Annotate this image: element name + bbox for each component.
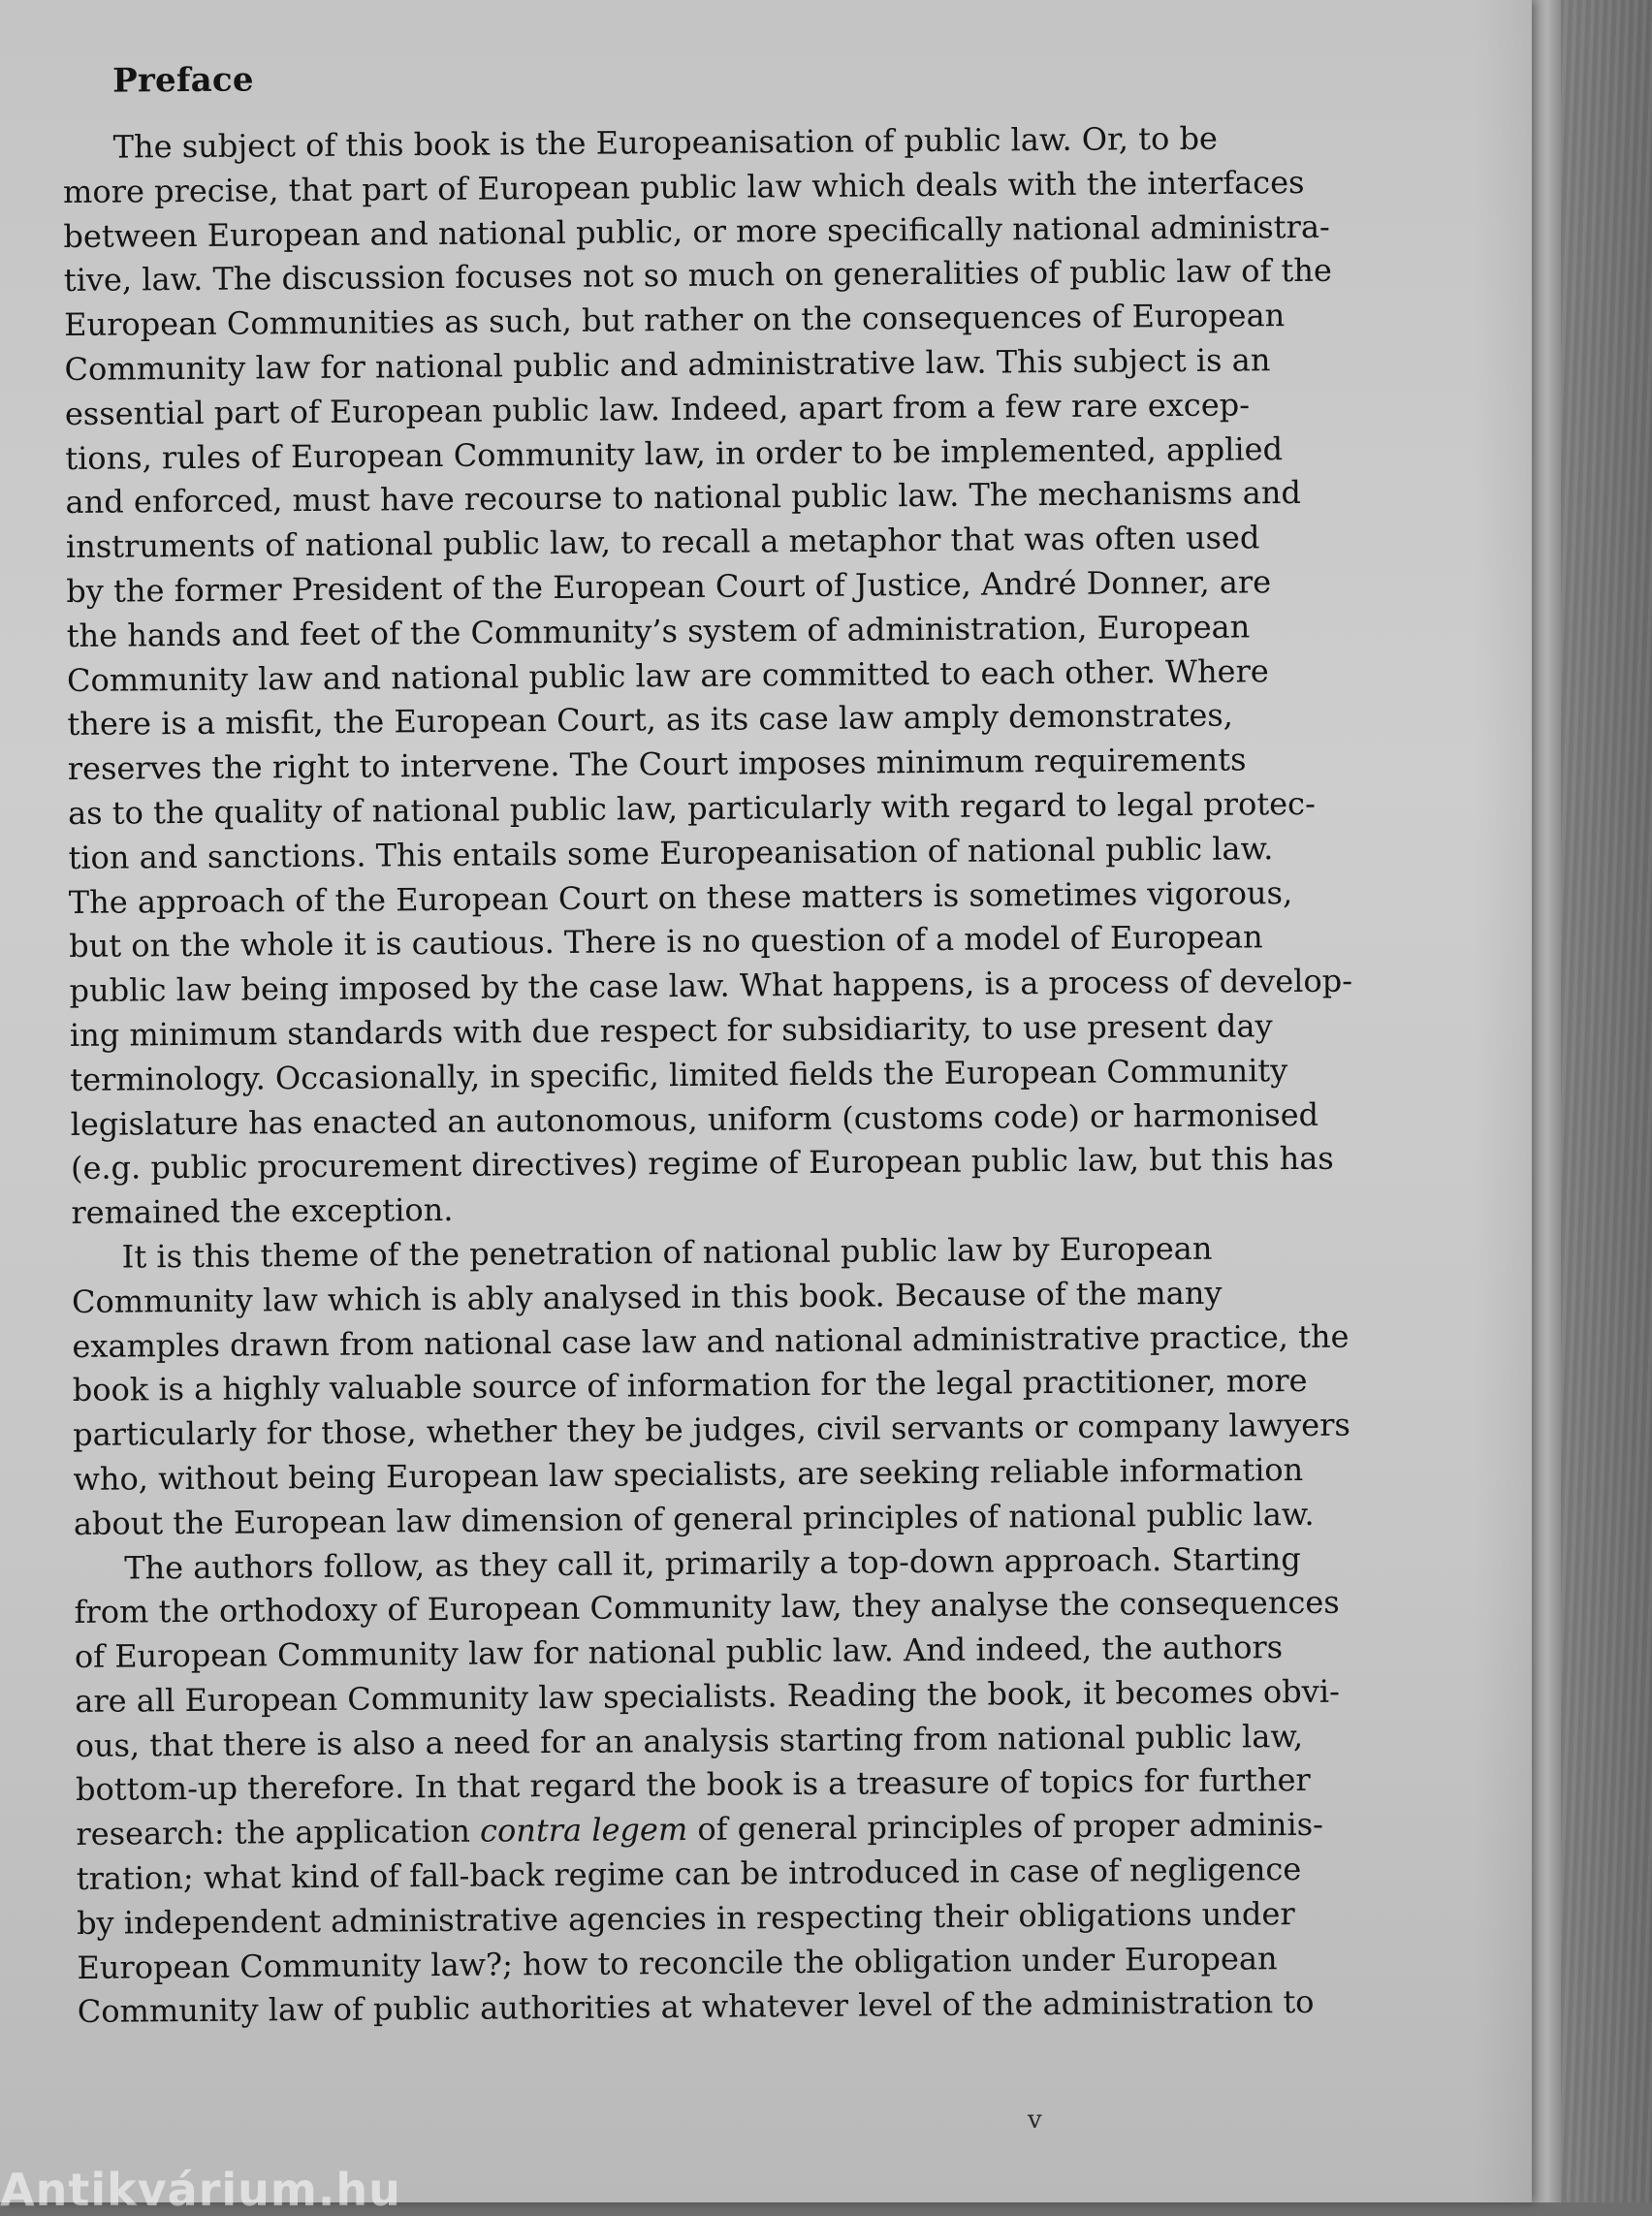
page-number: v <box>1028 2105 1042 2135</box>
text-line: more precise, that part of European public law which deals with the interfaces <box>62 163 1305 210</box>
text-line: remained the exception. <box>71 1190 454 1232</box>
text-line: tions, rules of European Community law, in order to be implemented, applied <box>65 429 1284 477</box>
text-line: instruments of national public law, to recall a metaphor that was often used <box>65 519 1260 566</box>
text-line: from the orthodoxy of European Community law, they analyse the consequences <box>74 1583 1340 1631</box>
text-line: public law being imposed by the case law. What happens, is a process of develop- <box>69 962 1353 1010</box>
text-line: between European and national public, or more specifically national administra- <box>63 207 1330 255</box>
text-line: and enforced, must have recourse to national public law. The mechanisms and <box>65 474 1301 522</box>
text-line: tion and sanctions. This entails some Europeanisation of national public law. <box>68 829 1274 876</box>
text-line: research: the application contra legem of general principles of proper adminis- <box>76 1806 1324 1853</box>
text-line: European Communities as such, but rather on the consequences of European <box>64 297 1286 344</box>
text-line: book is a highly valuable source of information for the legal practitioner, more <box>72 1362 1308 1409</box>
text-line: Community law and national public law are committed to each other. Where <box>66 651 1269 699</box>
text-line: tive, law. The discussion focuses not so much on generalities of public law of the <box>63 252 1332 300</box>
text-line: Community law which is ably analysed in this book. Because of the many <box>71 1274 1223 1320</box>
text-line: the hands and feet of the Community’s system of administration, European <box>66 608 1251 654</box>
underlying-page-edge <box>1527 0 1561 2202</box>
emphasis-text: contra legem <box>479 1811 688 1850</box>
text-line: It is this theme of the penetration of national public law by European <box>121 1229 1213 1276</box>
text-line: Community law for national public and administrative law. This subject is an <box>64 341 1271 388</box>
text-line: of European Community law for national public law. And indeed, the authors <box>74 1629 1284 1676</box>
text-line: bottom-up therefore. In that regard the book is a treasure of topics for further <box>75 1761 1311 1809</box>
text-line: The subject of this book is the Europeanisation of public law. Or, to be <box>112 119 1219 166</box>
text-line: about the European law dimension of general principles of national public law. <box>73 1495 1315 1542</box>
text-line: The approach of the European Court on these matters is sometimes vigorous, <box>68 873 1293 921</box>
text-line: who, without being European law specialists, are seeking reliable information <box>73 1450 1304 1498</box>
text-line: Community law of public authorities at whatever level of the administration to <box>77 1983 1315 2031</box>
text-line: as to the quality of national public law, particularly with regard to legal protec- <box>67 784 1316 832</box>
text-line: particularly for those, whether they be judges, civil servants or company lawyers <box>73 1406 1350 1454</box>
page-title: Preface <box>112 60 254 101</box>
text-line: (e.g. public procurement directives) regime of European public law, but this has <box>70 1140 1334 1187</box>
text-line: are all European Community law specialists. Reading the book, it becomes obvi- <box>75 1672 1340 1720</box>
text-line: by independent administrative agencies in respecting their obligations under <box>76 1894 1295 1942</box>
text-line: terminology. Occasionally, in specific, limited fields the European Community <box>70 1051 1288 1098</box>
text-line: tration; what kind of fall-back regime can be introduced in case of negligence <box>76 1851 1302 1898</box>
text-line: European Community law?; how to reconcile the obligation under European <box>77 1939 1278 1986</box>
text-line: legislature has enacted an autonomous, uniform (customs code) or harmonised <box>70 1095 1319 1143</box>
text-line: ous, that there is also a need for an analysis starting from national public law, <box>75 1717 1304 1764</box>
paragraph-2 <box>71 1226 1350 1546</box>
text-line: by the former President of the European Court of Justice, André Donner, are <box>66 563 1272 610</box>
page-text-block <box>62 48 1353 2035</box>
text-line: essential part of European public law. Indeed, apart from a few rare excep- <box>64 386 1251 432</box>
text-line: reserves the right to intervene. The Court imposes minimum requirements <box>67 741 1247 788</box>
paragraph-1 <box>62 116 1353 1236</box>
text-line: examples drawn from national case law and national administrative practice, the <box>72 1317 1350 1365</box>
text-line: there is a misfit, the European Court, as its case law amply demonstrates, <box>67 696 1234 744</box>
text-line: but on the whole it is cautious. There is no question of a model of European <box>69 918 1263 966</box>
paragraph-3 <box>74 1537 1340 2036</box>
text-line: The authors follow, as they call it, primarily a top-down approach. Starting <box>124 1539 1301 1587</box>
watermark-logo: Antikvárium.hu <box>0 2164 401 2216</box>
text-line: ing minimum standards with due respect for subsidiarity, to use present day <box>69 1007 1273 1054</box>
